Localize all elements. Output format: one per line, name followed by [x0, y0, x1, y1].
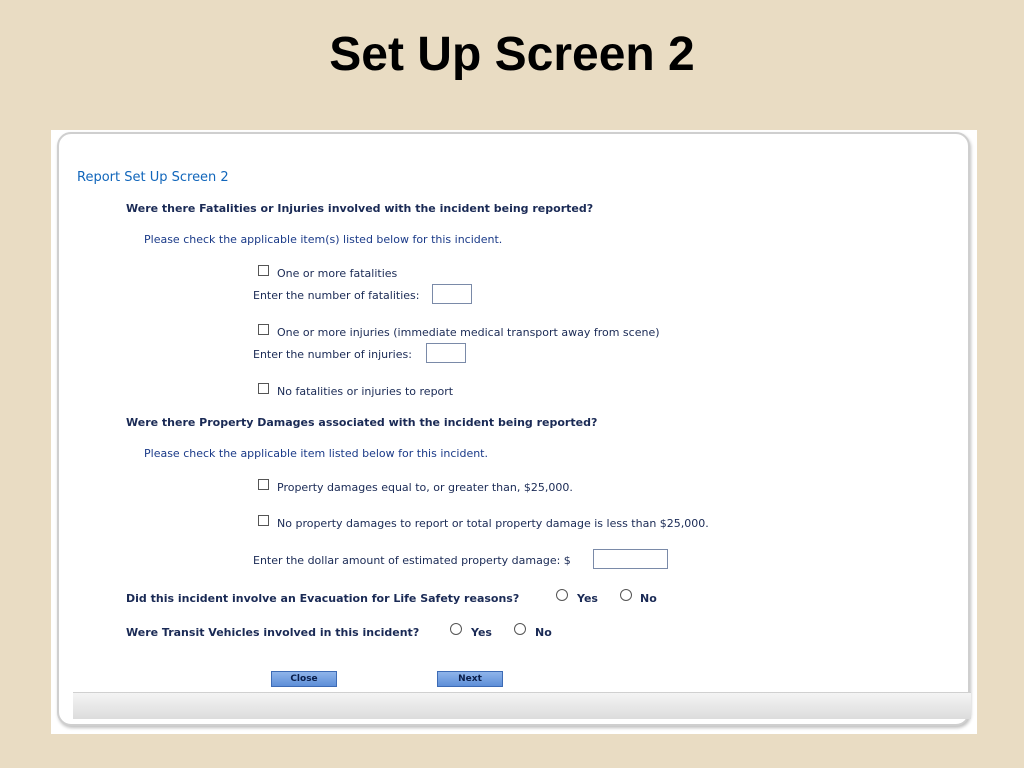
property-damage-over-checkbox[interactable] [258, 479, 269, 490]
no-fatalities-injuries-label: No fatalities or injuries to report [277, 385, 454, 398]
injuries-checkbox-label: One or more injuries (immediate medical transport away from scene) [277, 326, 660, 339]
transit-yes-label: Yes [471, 626, 492, 639]
evacuation-no-label: No [640, 592, 657, 605]
evacuation-yes-radio[interactable] [556, 589, 568, 601]
evacuation-question: Did this incident involve an Evacuation for Life Safety reasons? [126, 592, 520, 605]
property-damage-instruction: Please check the applicable item listed below for this incident. [144, 447, 488, 460]
close-button[interactable]: Close [271, 671, 337, 687]
transit-no-label: No [535, 626, 552, 639]
property-damage-under-label: No property damages to report or total property damage is less than $25,000. [277, 517, 709, 530]
injuries-checkbox[interactable] [258, 324, 269, 335]
property-damage-under-checkbox[interactable] [258, 515, 269, 526]
property-damage-over-label: Property damages equal to, or greater than, $25,000. [277, 481, 573, 494]
fatalities-checkbox[interactable] [258, 265, 269, 276]
injuries-count-input[interactable] [426, 343, 466, 363]
property-damage-amount-input[interactable] [593, 549, 668, 569]
slide-title: Set Up Screen 2 [329, 28, 695, 81]
next-button[interactable]: Next [437, 671, 503, 687]
fatalities-injuries-question: Were there Fatalities or Injuries involved with the incident being reported? [126, 202, 594, 215]
property-damage-amount-label: Enter the dollar amount of estimated property damage: $ [253, 554, 571, 567]
fatalities-count-label: Enter the number of fatalities: [253, 289, 420, 302]
fatalities-checkbox-label: One or more fatalities [277, 267, 398, 280]
form-screenshot [51, 130, 977, 734]
fatalities-count-input[interactable] [432, 284, 472, 304]
transit-yes-radio[interactable] [450, 623, 462, 635]
transit-question: Were Transit Vehicles involved in this incident? [126, 626, 420, 639]
fatalities-injuries-instruction: Please check the applicable item(s) listed below for this incident. [144, 233, 503, 246]
property-damage-question: Were there Property Damages associated with the incident being reported? [126, 416, 598, 429]
evacuation-no-radio[interactable] [620, 589, 632, 601]
form-footer-bar [73, 692, 971, 719]
form-heading: Report Set Up Screen 2 [77, 170, 229, 185]
evacuation-yes-label: Yes [577, 592, 598, 605]
transit-no-radio[interactable] [514, 623, 526, 635]
no-fatalities-injuries-checkbox[interactable] [258, 383, 269, 394]
injuries-count-label: Enter the number of injuries: [253, 348, 412, 361]
